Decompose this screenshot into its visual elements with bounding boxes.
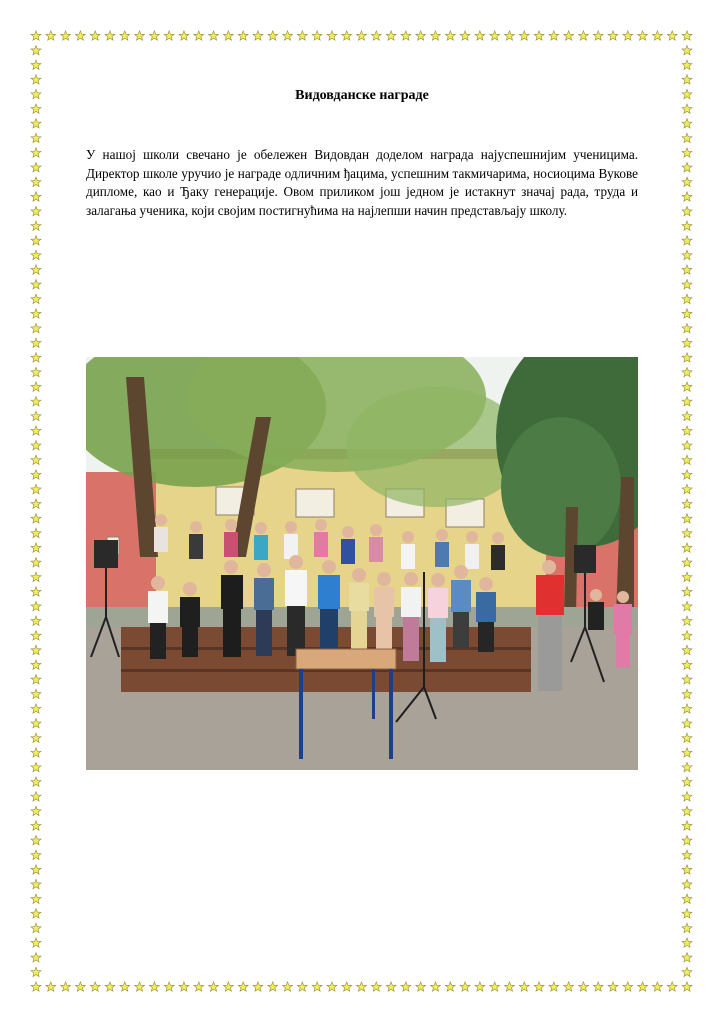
border-star-icon bbox=[120, 982, 130, 991]
border-star-icon bbox=[31, 236, 41, 245]
border-star-icon bbox=[682, 894, 692, 903]
border-star-icon bbox=[31, 440, 41, 449]
border-star-icon bbox=[460, 982, 470, 991]
border-star-icon bbox=[31, 660, 41, 669]
border-star-icon bbox=[608, 982, 618, 991]
border-star-icon bbox=[475, 982, 485, 991]
border-star-icon bbox=[564, 31, 574, 40]
border-star-icon bbox=[667, 982, 677, 991]
border-star-icon bbox=[179, 982, 189, 991]
border-star-icon bbox=[31, 748, 41, 757]
border-star-icon bbox=[682, 792, 692, 801]
border-star-icon bbox=[682, 572, 692, 581]
border-star-icon bbox=[31, 367, 41, 376]
border-star-icon bbox=[90, 982, 100, 991]
border-star-icon bbox=[31, 265, 41, 274]
border-star-icon bbox=[682, 221, 692, 230]
border-star-icon bbox=[31, 294, 41, 303]
border-star-icon bbox=[371, 982, 381, 991]
border-star-icon bbox=[519, 982, 529, 991]
border-star-icon bbox=[564, 982, 574, 991]
border-star-icon bbox=[31, 616, 41, 625]
border-star-icon bbox=[682, 514, 692, 523]
border-star-icon bbox=[682, 206, 692, 215]
border-star-icon bbox=[431, 982, 441, 991]
border-star-icon bbox=[31, 704, 41, 713]
border-star-icon bbox=[682, 660, 692, 669]
border-star-icon bbox=[31, 323, 41, 332]
border-star-icon bbox=[682, 177, 692, 186]
border-star-icon bbox=[31, 104, 41, 113]
border-star-icon bbox=[31, 631, 41, 640]
border-star-icon bbox=[31, 426, 41, 435]
border-star-icon bbox=[31, 31, 41, 40]
border-star-icon bbox=[549, 31, 559, 40]
border-star-icon bbox=[90, 31, 100, 40]
border-star-icon bbox=[31, 762, 41, 771]
border-star-icon bbox=[342, 31, 352, 40]
border-star-icon bbox=[682, 367, 692, 376]
border-star-icon bbox=[149, 982, 159, 991]
border-star-icon bbox=[505, 31, 515, 40]
border-star-icon bbox=[682, 865, 692, 874]
border-star-icon bbox=[31, 162, 41, 171]
border-star-icon bbox=[31, 206, 41, 215]
border-star-icon bbox=[253, 31, 263, 40]
border-star-icon bbox=[312, 982, 322, 991]
border-star-icon bbox=[682, 879, 692, 888]
border-star-icon bbox=[327, 31, 337, 40]
border-star-icon bbox=[31, 280, 41, 289]
border-star-icon bbox=[357, 982, 367, 991]
border-star-icon bbox=[638, 982, 648, 991]
border-star-icon bbox=[682, 616, 692, 625]
border-star-icon bbox=[31, 572, 41, 581]
border-star-icon bbox=[31, 192, 41, 201]
border-star-icon bbox=[31, 177, 41, 186]
left-speaker bbox=[94, 540, 118, 568]
border-star-icon bbox=[46, 982, 56, 991]
border-star-icon bbox=[682, 148, 692, 157]
border-star-icon bbox=[490, 31, 500, 40]
border-star-icon bbox=[682, 601, 692, 610]
border-star-icon bbox=[31, 470, 41, 479]
border-star-icon bbox=[682, 455, 692, 464]
border-star-icon bbox=[682, 850, 692, 859]
border-star-icon bbox=[445, 31, 455, 40]
border-star-icon bbox=[31, 850, 41, 859]
border-star-icon bbox=[682, 60, 692, 69]
border-star-icon bbox=[682, 353, 692, 362]
border-star-icon bbox=[31, 382, 41, 391]
border-star-icon bbox=[682, 835, 692, 844]
border-star-icon bbox=[31, 718, 41, 727]
border-star-icon bbox=[179, 31, 189, 40]
border-star-icon bbox=[61, 982, 71, 991]
border-star-icon bbox=[682, 675, 692, 684]
border-star-icon bbox=[223, 982, 233, 991]
border-star-icon bbox=[31, 894, 41, 903]
border-star-icon bbox=[31, 338, 41, 347]
border-star-icon bbox=[682, 426, 692, 435]
border-star-icon bbox=[253, 982, 263, 991]
border-star-icon bbox=[31, 733, 41, 742]
border-star-icon bbox=[238, 31, 248, 40]
border-star-icon bbox=[31, 967, 41, 976]
border-star-icon bbox=[297, 31, 307, 40]
border-star-icon bbox=[31, 148, 41, 157]
border-star-icon bbox=[297, 982, 307, 991]
border-star-icon bbox=[223, 31, 233, 40]
border-star-icon bbox=[682, 470, 692, 479]
border-star-icon bbox=[445, 982, 455, 991]
border-star-icon bbox=[31, 909, 41, 918]
border-star-icon bbox=[31, 587, 41, 596]
border-star-icon bbox=[682, 631, 692, 640]
border-star-icon bbox=[682, 104, 692, 113]
border-star-icon bbox=[682, 162, 692, 171]
border-star-icon bbox=[31, 558, 41, 567]
border-star-icon bbox=[682, 748, 692, 757]
border-star-icon bbox=[31, 499, 41, 508]
border-star-icon bbox=[238, 982, 248, 991]
border-star-icon bbox=[682, 45, 692, 54]
border-star-icon bbox=[31, 45, 41, 54]
border-star-icon bbox=[386, 31, 396, 40]
border-star-icon bbox=[401, 982, 411, 991]
border-star-icon bbox=[31, 938, 41, 947]
border-star-icon bbox=[312, 31, 322, 40]
border-star-icon bbox=[431, 31, 441, 40]
border-star-icon bbox=[75, 982, 85, 991]
border-star-icon bbox=[357, 31, 367, 40]
border-star-icon bbox=[31, 601, 41, 610]
border-star-icon bbox=[682, 75, 692, 84]
border-star-icon bbox=[31, 645, 41, 654]
border-star-icon bbox=[682, 31, 692, 40]
border-star-icon bbox=[386, 982, 396, 991]
border-star-icon bbox=[682, 967, 692, 976]
border-star-icon bbox=[682, 294, 692, 303]
border-star-icon bbox=[31, 543, 41, 552]
border-star-icon bbox=[682, 982, 692, 991]
border-star-icon bbox=[505, 982, 515, 991]
border-star-icon bbox=[682, 338, 692, 347]
border-star-icon bbox=[105, 982, 115, 991]
border-star-icon bbox=[194, 982, 204, 991]
border-star-icon bbox=[209, 31, 219, 40]
border-star-icon bbox=[682, 923, 692, 932]
border-star-icon bbox=[105, 31, 115, 40]
border-star-icon bbox=[519, 31, 529, 40]
border-star-icon bbox=[682, 250, 692, 259]
border-star-icon bbox=[31, 250, 41, 259]
border-star-icon bbox=[475, 31, 485, 40]
border-star-icon bbox=[578, 31, 588, 40]
border-star-icon bbox=[623, 982, 633, 991]
border-star-icon bbox=[682, 909, 692, 918]
border-star-icon bbox=[31, 455, 41, 464]
border-star-icon bbox=[682, 192, 692, 201]
border-star-icon bbox=[31, 119, 41, 128]
border-star-icon bbox=[31, 953, 41, 962]
border-star-icon bbox=[682, 397, 692, 406]
border-star-icon bbox=[578, 982, 588, 991]
border-star-icon bbox=[31, 60, 41, 69]
right-speaker bbox=[574, 545, 596, 573]
border-star-icon bbox=[623, 31, 633, 40]
border-star-icon bbox=[31, 221, 41, 230]
border-star-icon bbox=[682, 265, 692, 274]
border-star-icon bbox=[682, 119, 692, 128]
border-star-icon bbox=[682, 718, 692, 727]
border-star-icon bbox=[608, 31, 618, 40]
border-star-icon bbox=[135, 982, 145, 991]
border-star-icon bbox=[682, 543, 692, 552]
border-star-icon bbox=[652, 31, 662, 40]
border-star-icon bbox=[638, 31, 648, 40]
border-star-icon bbox=[460, 31, 470, 40]
border-star-icon bbox=[682, 280, 692, 289]
border-star-icon bbox=[416, 982, 426, 991]
border-star-icon bbox=[268, 31, 278, 40]
border-star-icon bbox=[682, 499, 692, 508]
border-star-icon bbox=[682, 938, 692, 947]
body-paragraph: У нашој школи свечано је обележен Видовдан доделом награда најуспешнијим ученицима. Директор школе уручио је награде одличним ђацима, успешним такмичарима, носиоцима Вукове дипломе, као и Ђаку генерације. Овом приликом још једном је истакнут значај рада, труда и залагања ученика, који својим постигнућима на најлепши начин представљају школу. bbox=[86, 147, 638, 218]
border-star-icon bbox=[120, 31, 130, 40]
border-star-icon bbox=[46, 31, 56, 40]
border-star-icon bbox=[682, 382, 692, 391]
border-star-icon bbox=[682, 821, 692, 830]
border-star-icon bbox=[682, 411, 692, 420]
border-star-icon bbox=[682, 236, 692, 245]
border-star-icon bbox=[164, 31, 174, 40]
border-star-icon bbox=[31, 923, 41, 932]
award-table bbox=[296, 649, 396, 669]
border-star-icon bbox=[682, 558, 692, 567]
border-star-icon bbox=[593, 31, 603, 40]
border-star-icon bbox=[682, 689, 692, 698]
border-star-icon bbox=[682, 777, 692, 786]
border-star-icon bbox=[682, 762, 692, 771]
border-star-icon bbox=[682, 704, 692, 713]
border-star-icon bbox=[682, 323, 692, 332]
border-star-icon bbox=[534, 31, 544, 40]
border-star-icon bbox=[31, 982, 41, 991]
border-star-icon bbox=[31, 835, 41, 844]
border-star-icon bbox=[401, 31, 411, 40]
border-star-icon bbox=[31, 309, 41, 318]
border-star-icon bbox=[682, 484, 692, 493]
border-star-icon bbox=[31, 397, 41, 406]
border-star-icon bbox=[31, 484, 41, 493]
border-star-icon bbox=[283, 31, 293, 40]
border-star-icon bbox=[31, 865, 41, 874]
border-star-icon bbox=[209, 982, 219, 991]
border-star-icon bbox=[682, 733, 692, 742]
border-star-icon bbox=[682, 587, 692, 596]
border-star-icon bbox=[31, 821, 41, 830]
border-star-icon bbox=[283, 982, 293, 991]
border-star-icon bbox=[652, 982, 662, 991]
border-star-icon bbox=[342, 982, 352, 991]
border-star-icon bbox=[31, 353, 41, 362]
border-star-icon bbox=[682, 806, 692, 815]
border-star-icon bbox=[194, 31, 204, 40]
border-star-icon bbox=[593, 982, 603, 991]
border-star-icon bbox=[31, 806, 41, 815]
border-star-icon bbox=[682, 645, 692, 654]
border-star-icon bbox=[327, 982, 337, 991]
border-star-icon bbox=[682, 309, 692, 318]
border-star-icon bbox=[371, 31, 381, 40]
border-star-icon bbox=[31, 879, 41, 888]
border-star-icon bbox=[61, 31, 71, 40]
border-star-icon bbox=[682, 440, 692, 449]
border-star-icon bbox=[667, 31, 677, 40]
border-star-icon bbox=[682, 953, 692, 962]
border-star-icon bbox=[31, 514, 41, 523]
border-star-icon bbox=[534, 982, 544, 991]
border-star-icon bbox=[416, 31, 426, 40]
award-ceremony-photo bbox=[86, 357, 638, 770]
border-star-icon bbox=[149, 31, 159, 40]
page-title: Видовданске награде bbox=[295, 88, 429, 103]
border-star-icon bbox=[31, 777, 41, 786]
border-star-icon bbox=[31, 133, 41, 142]
border-star-icon bbox=[490, 982, 500, 991]
border-star-icon bbox=[31, 689, 41, 698]
border-star-icon bbox=[31, 75, 41, 84]
border-star-icon bbox=[31, 792, 41, 801]
border-star-icon bbox=[682, 133, 692, 142]
border-star-icon bbox=[135, 31, 145, 40]
border-star-icon bbox=[31, 411, 41, 420]
border-star-icon bbox=[268, 982, 278, 991]
border-star-icon bbox=[31, 675, 41, 684]
border-star-icon bbox=[31, 528, 41, 537]
border-star-icon bbox=[549, 982, 559, 991]
border-star-icon bbox=[682, 528, 692, 537]
border-star-icon bbox=[164, 982, 174, 991]
border-star-icon bbox=[75, 31, 85, 40]
